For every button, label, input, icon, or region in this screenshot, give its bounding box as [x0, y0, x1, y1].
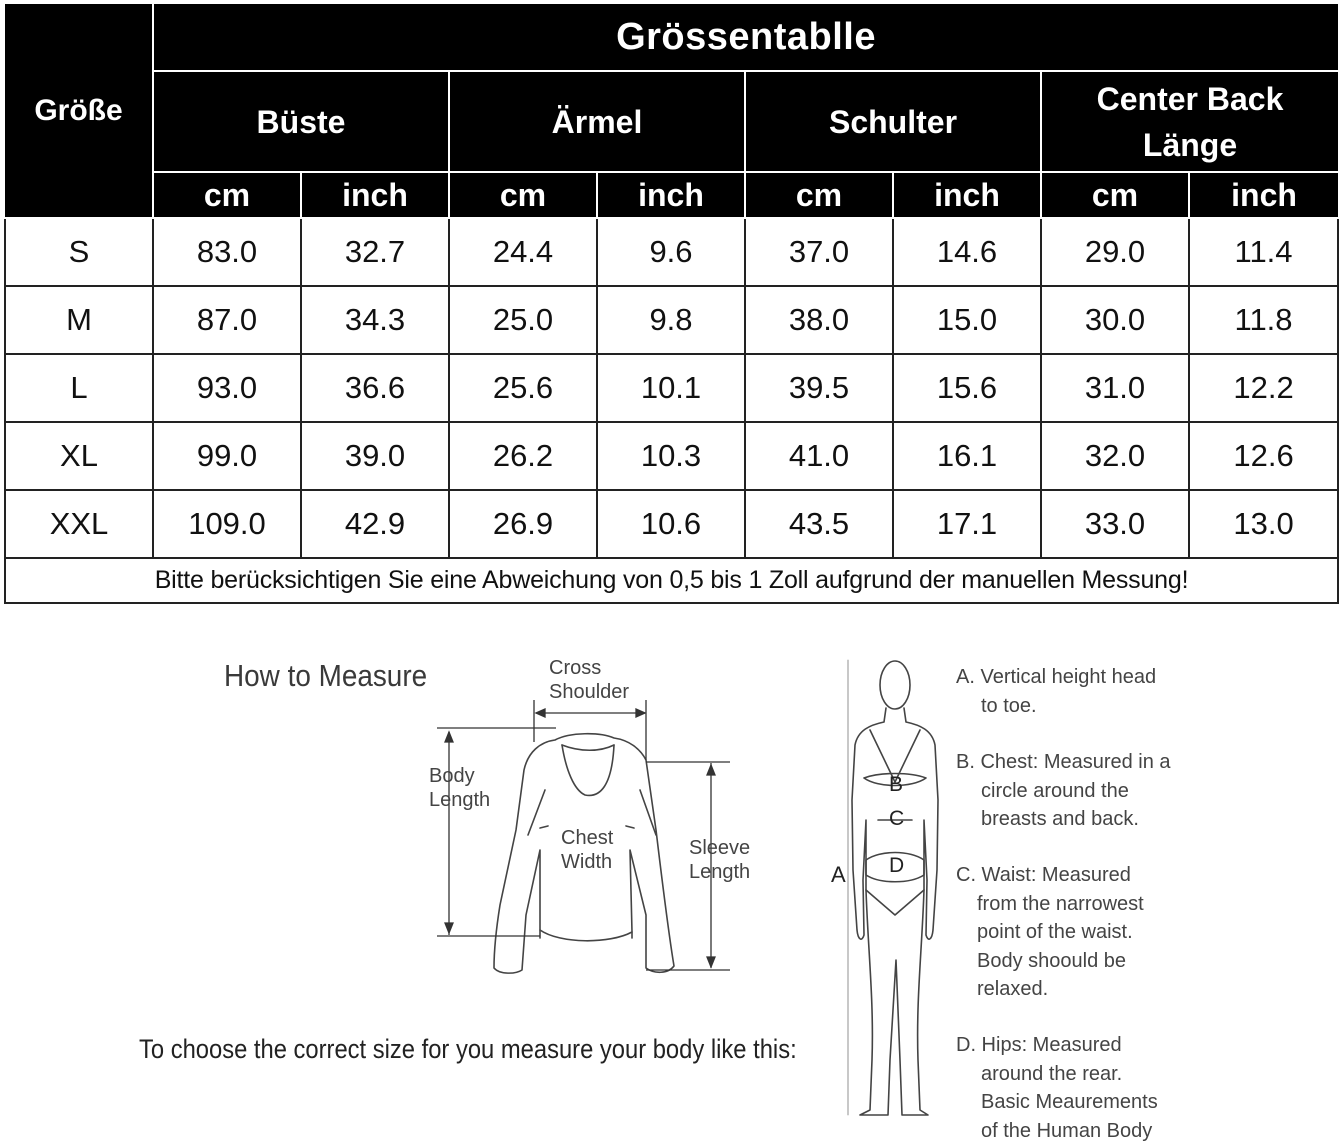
table-cell: 24.4	[449, 218, 597, 286]
note-c: C. Waist: Measured from the narrowest point of the waist. Body shoould be relaxed.	[956, 864, 1144, 1000]
marker-b: B	[889, 773, 904, 796]
table-cell: 41.0	[745, 422, 893, 490]
unit-header-cm: cm	[1041, 172, 1189, 218]
unit-header-cm: cm	[153, 172, 301, 218]
cross-shoulder-label: Cross Shoulder	[549, 657, 630, 703]
table-cell: 12.6	[1189, 422, 1338, 490]
table-cell: 25.0	[449, 286, 597, 354]
table-cell: 33.0	[1041, 490, 1189, 558]
marker-d: D	[889, 854, 905, 877]
size-label: L	[5, 354, 153, 422]
how-to-measure-title: How to Measure	[224, 658, 428, 693]
table-cell: 42.9	[301, 490, 449, 558]
unit-header-inch: inch	[597, 172, 745, 218]
table-cell: 36.6	[301, 354, 449, 422]
unit-header-inch: inch	[1189, 172, 1338, 218]
note-d: D. Hips: Measured around the rear. Basic Meaurements of the Human Body	[956, 1034, 1158, 1142]
table-cell: 32.0	[1041, 422, 1189, 490]
note-b: B. Chest: Measured in a circle around the breasts and back.	[956, 751, 1171, 830]
choose-size-instruction: To choose the correct size for you measure your body like this:	[139, 1034, 797, 1064]
table-cell: 14.6	[893, 218, 1041, 286]
table-cell: 29.0	[1041, 218, 1189, 286]
table-cell: 83.0	[153, 218, 301, 286]
table-cell: 99.0	[153, 422, 301, 490]
measurement-note: Bitte berücksichtigen Sie eine Abweichung von 0,5 bis 1 Zoll aufgrund der manuellen Messung!	[5, 558, 1338, 603]
table-cell: 26.9	[449, 490, 597, 558]
table-cell: 16.1	[893, 422, 1041, 490]
unit-header-cm: cm	[449, 172, 597, 218]
table-cell: 43.5	[745, 490, 893, 558]
group-header-sleeve: Ärmel	[449, 71, 745, 172]
shirt-neckline	[562, 745, 614, 795]
table-cell: 17.1	[893, 490, 1041, 558]
table-cell: 15.6	[893, 354, 1041, 422]
body-figure	[848, 660, 938, 1115]
table-cell: 26.2	[449, 422, 597, 490]
marker-a: A	[831, 862, 846, 887]
table-cell: 12.2	[1189, 354, 1338, 422]
table-cell: 15.0	[893, 286, 1041, 354]
table-cell: 32.7	[301, 218, 449, 286]
group-header-bust: Büste	[153, 71, 449, 172]
size-label: S	[5, 218, 153, 286]
table-cell: 39.0	[301, 422, 449, 490]
table-cell: 109.0	[153, 490, 301, 558]
sleeve-length-label: Sleeve Length	[689, 837, 751, 883]
table-cell: 13.0	[1189, 490, 1338, 558]
size-label: XL	[5, 422, 153, 490]
marker-c: C	[889, 807, 905, 830]
chest-width-label: Chest Width	[561, 827, 614, 873]
size-column-header: Größe	[5, 4, 153, 218]
table-cell: 10.6	[597, 490, 745, 558]
unit-header-cm: cm	[745, 172, 893, 218]
unit-header-inch: inch	[893, 172, 1041, 218]
table-cell: 9.6	[597, 218, 745, 286]
body-length-label: Body Length	[429, 765, 491, 811]
table-cell: 37.0	[745, 218, 893, 286]
table-cell: 10.3	[597, 422, 745, 490]
group-header-center-back-length: Center Back Länge	[1041, 71, 1338, 172]
note-a: A. Vertical height head to toe.	[956, 666, 1157, 717]
table-cell: 34.3	[301, 286, 449, 354]
table-cell: 87.0	[153, 286, 301, 354]
table-cell: 9.8	[597, 286, 745, 354]
table-cell: 11.4	[1189, 218, 1338, 286]
table-cell: 10.1	[597, 354, 745, 422]
table-title: Grössentablle	[153, 4, 1338, 71]
table-cell: 11.8	[1189, 286, 1338, 354]
size-label: XXL	[5, 490, 153, 558]
table-cell: 30.0	[1041, 286, 1189, 354]
unit-header-inch: inch	[301, 172, 449, 218]
table-cell: 31.0	[1041, 354, 1189, 422]
table-cell: 39.5	[745, 354, 893, 422]
table-cell: 38.0	[745, 286, 893, 354]
table-cell: 25.6	[449, 354, 597, 422]
size-label: M	[5, 286, 153, 354]
table-cell: 93.0	[153, 354, 301, 422]
group-header-shoulder: Schulter	[745, 71, 1041, 172]
